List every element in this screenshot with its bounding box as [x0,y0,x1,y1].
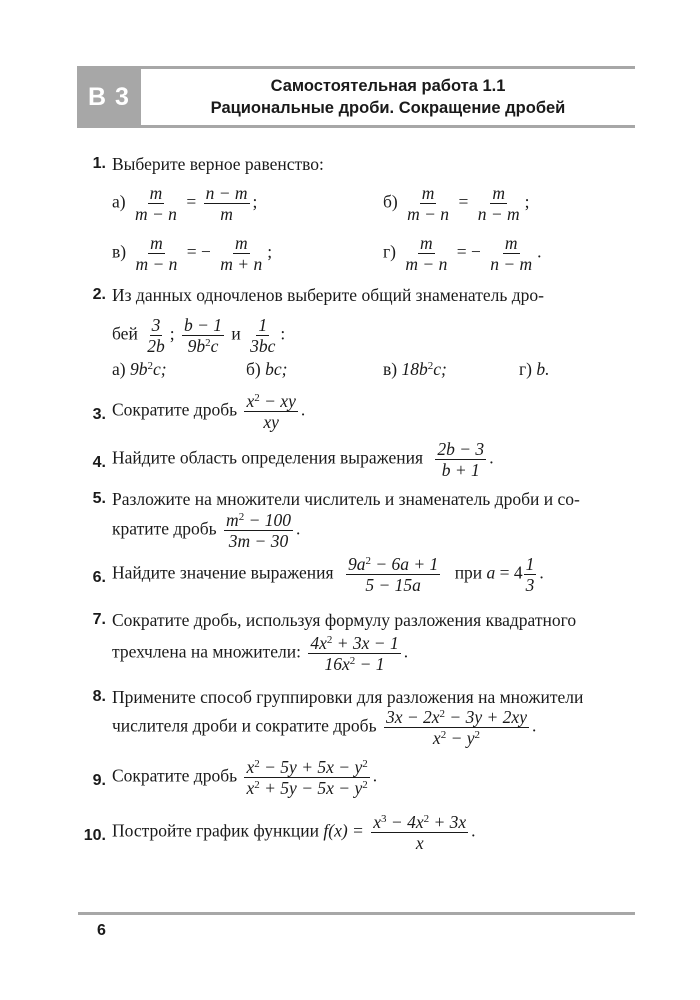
task-text: Постройте график функции f(x) = $\frac{x^3 - 4x^2 + 3x}{x}$ . [112,812,476,853]
fraction: $\frac{x^3 - 4x^2 + 3x}{x}$ [373,812,467,853]
option-label: в) [112,241,127,262]
fraction: $\frac{b - 1}{9b^2c}$ [183,315,222,356]
option-label: а) [112,191,126,212]
task-number: 5. [92,490,106,507]
fraction: $\frac{1}{3}$ [525,554,535,595]
task-text: Выберите верное равенство: [112,154,324,174]
task-text: Разложите на множители числитель и знаменатель дроби и со- [112,489,580,509]
fraction: $\frac{m^2 - 100}{3m - 30}$ [226,510,291,551]
answer-a: а) $9b^2c$; [112,359,167,379]
option-v: в) $\frac{m}{m - n}$ = − $\frac{m}{m + n}$ ; [112,233,273,274]
task-number: 7. [92,611,106,628]
task-text-cont: числителя дроби и сократите дробь $\frac{3x - 2x^2 - 3y + 2xy}{x^2 - y^2}$ . [112,707,537,748]
option-label: г) [383,241,397,262]
task-number: 2. [92,286,106,303]
option-a: а) $\frac{m}{m - n}$ = $\frac{n - m}{m}$ ; [112,183,258,224]
task-text: Сократите дробь, используя формулу разложения квадратного [112,610,577,630]
task-number: 6. [92,569,106,586]
task-number: 1. [92,155,106,172]
header-rule-bottom [141,125,635,128]
answer-v: в) $18b^2c$; [383,359,447,379]
fraction: $\frac{m}{m + n}$ [220,233,263,274]
fraction: $\frac{3x - 2x^2 - 3y + 2xy}{x^2 - y^2}$ [385,707,527,748]
fraction: $\frac{m}{m - n}$ [135,233,178,274]
title-line-2: Рациональные дроби. Сокращение дробей [210,99,566,117]
fraction: $\frac{m}{m - n}$ [134,183,177,224]
fraction: $\frac{m}{n - m}$ [490,233,533,274]
fraction: $\frac{2b - 3}{b + 1}$ [437,439,485,480]
fraction: $\frac{n - m}{m}$ [205,183,248,224]
footer-rule [78,912,635,915]
fraction: $\frac{m}{m - n}$ [405,233,448,274]
task-text: Из данных одночленов выберите общий знаменатель дро- [112,285,544,305]
answer-b: б) bc; [246,359,288,379]
task-number: 3. [92,406,106,423]
fraction: $\frac{m}{n - m}$ [477,183,520,224]
page-title [141,75,635,119]
option-b: б) $\frac{m}{m - n}$ = $\frac{m}{n - m}$ ; [383,183,530,224]
task-text: Примените способ группировки для разложения на множители [112,687,584,707]
task-number: 9. [92,772,106,789]
task-text: Найдите область определения выражения $\frac{2b - 3}{b + 1}$ . [112,439,494,480]
task-text: Найдите значение выражения $\frac{9a^2 - 6a + 1}{5 - 15a}$ при a = 4 $\frac{1}{3}$ . [112,554,544,595]
fraction: $\frac{9a^2 - 6a + 1}{5 - 15a}$ [347,554,439,595]
option-label: б) [383,191,398,212]
answer-g: г) b. [519,359,550,379]
fraction: $\frac{x^2 - 5y + 5x - y^2}{x^2 + 5y - 5x - y^2}$ [246,757,368,798]
option-g: г) $\frac{m}{m - n}$ = − $\frac{m}{n - m}$ . [383,233,542,274]
section-header [77,66,635,128]
task-number: 8. [92,688,106,705]
fraction: $\frac{x^2 - xy}{xy}$ [246,391,296,432]
fraction: $\frac{3}{2b}$ [147,315,165,356]
task-text-cont: трехчлена на множители: $\frac{4x^2 + 3x - 1}{16x^2 - 1}$ . [112,633,409,674]
fraction: $\frac{4x^2 + 3x - 1}{16x^2 - 1}$ [310,633,399,674]
page-number: 6 [97,922,106,939]
variant-badge: В 3 [77,66,141,128]
fraction: $\frac{1}{3bc}$ [250,315,276,356]
task-number: 10. [83,827,106,844]
fraction: $\frac{m}{m - n}$ [407,183,450,224]
task-number: 4. [92,454,106,471]
task-text-cont: кратите дробь $\frac{m^2 - 100}{3m - 30}$ . [112,510,301,551]
task-text-cont: бей $\frac{3}{2b}$ ; $\frac{b - 1}{9b^2c}$ и $\frac{1}{3bc}$ : [112,315,286,356]
header-rule-top [141,66,635,69]
task-text: Сократите дробь $\frac{x^2 - xy}{xy}$ . [112,391,306,432]
title-line-1: Самостоятельная работа 1.1 [270,77,506,95]
task-text: Сократите дробь $\frac{x^2 - 5y + 5x - y^2}{x^2 + 5y - 5x - y^2}$ . [112,757,378,798]
